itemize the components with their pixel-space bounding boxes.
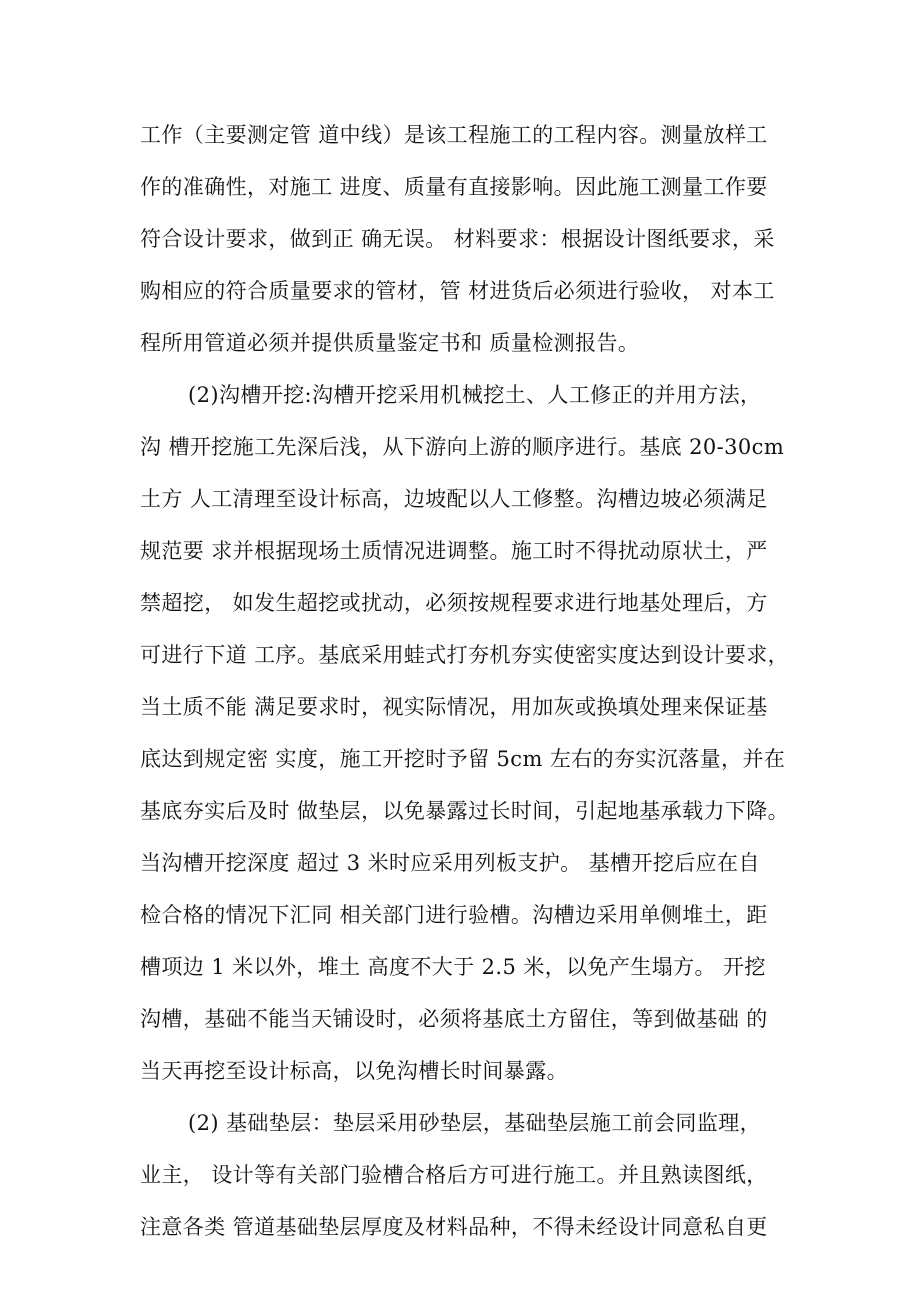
text-line: 程所用管道必须并提供质量鉴定书和 质量检测报告。 bbox=[140, 331, 640, 355]
text-line: 注意各类 管道基础垫层厚度及材料品种，不得未经设计同意私自更 bbox=[140, 1215, 768, 1239]
text-line: 沟 槽开挖施工先深后浅，从下游向上游的顺序进行。基底 20-30cm bbox=[140, 435, 785, 459]
text-line: 禁超挖， 如发生超挖或扰动，必须按规程要求进行地基处理后，方 bbox=[140, 591, 768, 615]
text-line: 购相应的符合质量要求的管材，管 材进货后必须进行验收， 对本工 bbox=[140, 279, 775, 303]
text-line: 工作（主要测定管 道中线）是该工程施工的工程内容。测量放样工 bbox=[140, 123, 768, 147]
text-line: 符合设计要求，做到正 确无误。 材料要求：根据设计图纸要求，采 bbox=[140, 227, 775, 251]
text-line: 沟槽，基础不能当天铺设时，必须将基底土方留住，等到做基础 的 bbox=[140, 1007, 768, 1031]
text-line: 可进行下道 工序。基底采用蛙式打夯机夯实使密实度达到设计要求， bbox=[140, 643, 790, 667]
text-line: 槽项边 1 米以外，堆土 高度不大于 2.5 米，以免产生塌方。 开挖 bbox=[140, 955, 766, 979]
text-line: 基底夯实后及时 做垫层，以免暴露过长时间，引起地基承载力下降。 bbox=[140, 799, 790, 823]
text-line: 当天再挖至设计标高，以免沟槽长时间暴露。 bbox=[140, 1059, 568, 1083]
text-line: 土方 人工清理至设计标高，边坡配以人工修整。沟槽边坡必须满足 bbox=[140, 487, 768, 511]
text-line: 检合格的情况下汇同 相关部门进行验槽。沟槽边采用单侧堆土，距 bbox=[140, 903, 768, 927]
text-line: 当沟槽开挖深度 超过 3 米时应采用列板支护。 基槽开挖后应在自 bbox=[140, 851, 760, 875]
text-line: 底达到规定密 实度，施工开挖时予留 5cm 左右的夯实沉落量，并在 bbox=[140, 747, 786, 771]
text-line: 业主， 设计等有关部门验槽合格后方可进行施工。并且熟读图纸， bbox=[140, 1163, 768, 1187]
text-line: 规范要 求并根据现场土质情况进调整。施工时不得扰动原状土，严 bbox=[140, 539, 768, 563]
text-line: 当土质不能 满足要求时，视实际情况，用加灰或换填处理来保证基 bbox=[140, 695, 768, 719]
text-line: (2) 基础垫层：垫层采用砂垫层，基础垫层施工前会同监理， bbox=[188, 1111, 762, 1135]
text-line: (2)沟槽开挖:沟槽开挖采用机械挖土、人工修正的并用方法， bbox=[188, 383, 762, 407]
text-line: 作的准确性，对施工 进度、质量有直接影响。因此施工测量工作要 bbox=[140, 175, 768, 199]
